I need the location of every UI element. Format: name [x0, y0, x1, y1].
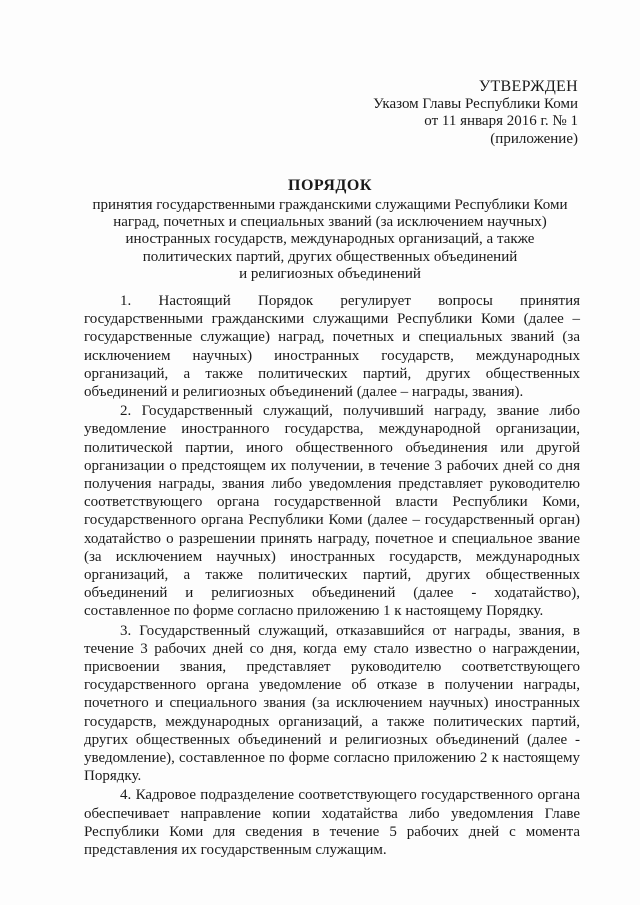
subtitle-line: политических партий, других общественных объединений — [142, 248, 518, 265]
subtitle-line: наград, почетных и специальных званий (за исключением научных) — [113, 214, 547, 231]
paragraph-1: 1. Настоящий Порядок регулирует вопросы принятия государственными гражданскими служащими Республики Коми (далее – государственные служащие) наград, почетных и специальных званий (за исключением научных) иностранных государств, международных организаций, а также политических партий, других общественных объединений и религиозных объединений (далее – награды, звания). — [84, 293, 580, 401]
approval-date-line: от 11 января 2016 г. № 1 — [424, 113, 578, 129]
document-title-block — [40, 176, 620, 283]
paragraph-4: 4. Кадровое подразделение соответствующего государственного органа обеспечивает направление копии ходатайства либо уведомления Главе Республики Коми для сведения в течение 5 рабочих дней с момента представления их государственным служащим. — [84, 787, 580, 859]
paragraph-3: 3. Государственный служащий, отказавшийся от награды, звания, в течение 3 рабочих дней со дня, когда ему стало известно о награждении, присвоении звания, представляет руководителю соответствующего государственного органа уведомление об отказе в получении награды, почетного и специального звания (за исключением научных) иностранных государств, международных организаций, а также политических партий, других общественных объединений и религиозных объединений (далее - уведомление), составленное по форме согласно приложению 2 к настоящему Порядку. — [84, 622, 580, 785]
approval-heading: УТВЕРЖДЕН — [478, 78, 578, 95]
document-subtitle — [40, 197, 620, 283]
document-title: ПОРЯДОК — [288, 177, 372, 194]
paragraph-2: 2. Государственный служащий, получивший награду, звание либо уведомление иностранного государства, международной организации, политической партии, иного общественного объединения или другой организации о предстоящем их получении, в течение 3 рабочих дней со дня получения награды, звания либо уведомления представляет руководителю соответствующего органа государственной власти Республики Коми, государственного органа Республики Коми (далее – государственный орган) ходатайство о разрешении принять награду, почетное и специальное звание (за исключением научных) иностранных государств, международных организаций, а также политических партий, других общественных объединений и религиозных объединений (далее - ходатайство), составленное по форме согласно приложению 1 к настоящему Порядку. — [84, 403, 580, 620]
document-body — [84, 292, 580, 860]
subtitle-line: иностранных государств, международных организаций, а также — [125, 231, 535, 248]
approval-appendix-line: (приложение) — [490, 130, 578, 147]
subtitle-line: и религиозных объединений — [239, 265, 421, 282]
approval-stamp — [318, 78, 578, 148]
approval-decree-line: Указом Главы Республики Коми — [373, 95, 578, 112]
subtitle-line: принятия государственными гражданскими служащими Республики Коми — [92, 197, 568, 213]
